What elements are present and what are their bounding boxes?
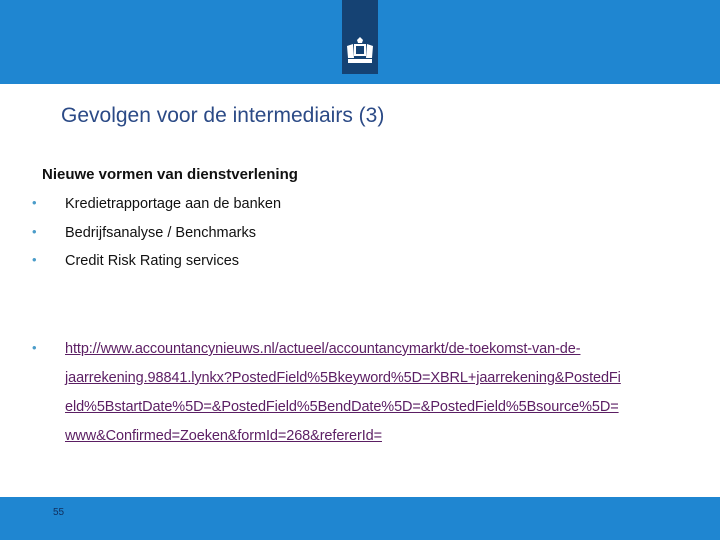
footer-bar	[0, 497, 720, 540]
bullet-text: Credit Risk Rating services	[65, 253, 240, 269]
bullet-icon: •	[32, 224, 37, 239]
url-link-line-3[interactable]: eld%5BstartDate%5D=&PostedField%5BendDate%5D=&PostedField%5Bsource%5D=	[65, 399, 619, 415]
bullet-icon: •	[32, 195, 37, 210]
page-number: 55	[53, 507, 65, 518]
url-link-line-2[interactable]: jaarrekening.98841.lynkx?PostedField%5Bkeyword%5D=XBRL+jaarrekening&PostedFi	[65, 370, 621, 386]
coat-of-arms-icon	[345, 36, 375, 66]
subheading: Nieuwe vormen van dienstverlening	[42, 166, 298, 183]
bullet-text: Kredietrapportage aan de banken	[65, 196, 282, 212]
bullet-icon: •	[32, 252, 37, 267]
bullet-icon: •	[32, 340, 37, 355]
bullet-text: Bedrijfsanalyse / Benchmarks	[65, 225, 256, 241]
url-link-line-1[interactable]: http://www.accountancynieuws.nl/actueel/accountancymarkt/de-toekomst-van-de-	[65, 341, 581, 357]
url-link-line-4[interactable]: www&Confirmed=Zoeken&formId=268&refererId=	[65, 428, 382, 444]
slide-title: Gevolgen voor de intermediairs (3)	[61, 104, 385, 127]
